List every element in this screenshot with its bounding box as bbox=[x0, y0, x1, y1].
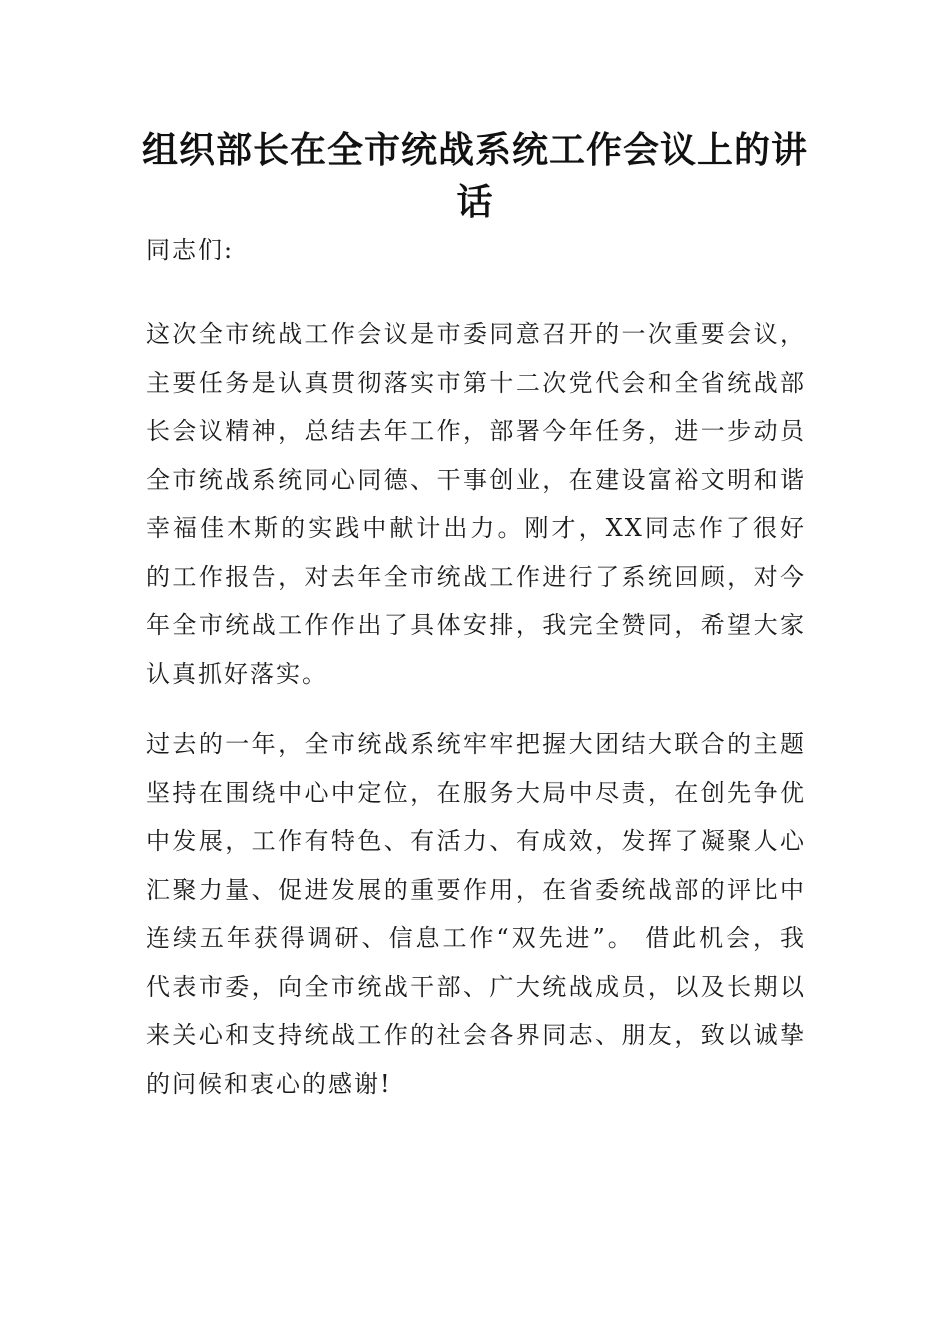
paragraph-2: 过去的一年，全市统战系统牢牢把握大团结大联合的主题坚持在围绕中心中定位，在服务大局中尽责，在创先争优中发展，工作有特色、有活力、有成效，发挥了凝聚人心汇聚力量、促进发展的重要作用，在省委统战部的评比中连续五年获得调研、信息工作“双先进”。 借此机会，我代表市委，向全市统战干部、广大统战成员，以及长期以来关心和支持统战工作的社会各界同志、朋友，致以诚挚的问候和衷心的感谢! bbox=[146, 730, 806, 1098]
salutation: 同志们: bbox=[146, 236, 235, 264]
document-title: 组织部长在全市统战系统工作会议上的讲话 bbox=[141, 129, 808, 223]
paragraph-1: 这次全市统战工作会议是市委同意召开的一次重要会议，主要任务是认真贯彻落实市第十二次党代会和全省统战部长会议精神，总结去年工作，部署今年任务，进一步动员全市统战系统同心同德、干事创业，在建设富裕文明和谐幸福佳木斯的实践中献计出力。刚才，XX同志作了很好的工作报告，对去年全市统战工作进行了系统回顾，对今年全市统战工作作出了具体安排，我完全赞同，希望大家认真抓好落实。 bbox=[146, 320, 806, 688]
